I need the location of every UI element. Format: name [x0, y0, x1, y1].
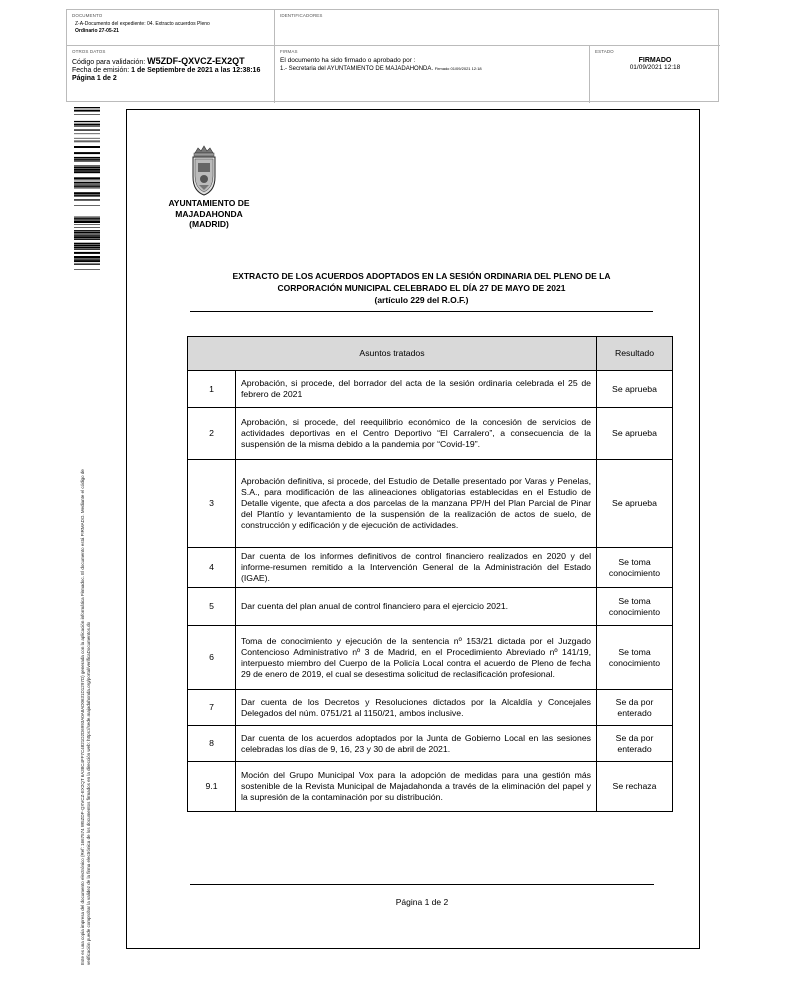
verification-side-text [80, 295, 92, 965]
row-subject: Aprobación definitiva, si procede, del Estudio de Detalle presentado por Varas y Penelas, S.A., para modificación de las alineaciones obligatorias establecidas en el Estudio de Detalle vigente, que afecta a dos parcelas de la manzana PP/H del Plan Parcial de Pinar del Plantío y levantamiento de la suspensión de la realización de actos de suelo, de construcción y edificación y de ejecución de actividades. [236, 460, 597, 548]
otros-label: OTROS DATOS [72, 49, 106, 54]
table-row [188, 762, 673, 812]
title-line1: EXTRACTO DE LOS ACUERDOS ADOPTADOS EN LA SESIÓN ORDINARIA DEL PLENO DE LA [232, 271, 611, 281]
documento-name-line1: Z-A-Documento del expediente: 04. Extracto acuerdos Pleno [75, 21, 210, 27]
row-number: 8 [188, 726, 236, 762]
table-header-row [188, 337, 673, 371]
table-row [188, 690, 673, 726]
table-row [188, 588, 673, 626]
document-title [190, 270, 653, 306]
row-number: 6 [188, 626, 236, 690]
emision-label: Fecha de emisión: [72, 67, 130, 74]
column-header-asuntos: Asuntos tratados [188, 337, 597, 371]
emision-row [72, 67, 269, 75]
firmas-label: FIRMAS [280, 49, 298, 54]
row-number: 1 [188, 371, 236, 408]
row-number: 9.1 [188, 762, 236, 812]
barcode-image [74, 107, 100, 271]
firmas-line: El documento ha sido firmado o aprobado por : [280, 57, 416, 64]
table-row [188, 408, 673, 460]
org-line3: (MADRID) [189, 219, 229, 229]
municipal-crest-icon [189, 145, 219, 197]
row-result: Se aprueba [597, 460, 673, 548]
row-number: 2 [188, 408, 236, 460]
validation-row [72, 57, 269, 67]
validation-label: Código para validación: [72, 59, 146, 66]
side-text-line1: Este es una copia impresa del documento electrónico (Ref: 1667574 W5ZDF-QXVCZ-EX2QT 6A38C4FF7C4821D2D6993A0A8AD0631D1297D) generada con la aplicación informática Firmadoc. El documento está FIRMADO. Mediante el código de [80, 469, 85, 965]
row-subject: Moción del Grupo Municipal Vox para la adopción de medidas para una gestión más sostenible de la Revista Municipal de Majadahonda a través de la eliminación del papel y la supresión de la contaminación por su distribución. [236, 762, 597, 812]
firmas-signer-row [280, 65, 584, 73]
emision-value: 1 de Septiembre de 2021 a las 12:38:16 [131, 67, 261, 74]
row-result: Se da por enterado [597, 690, 673, 726]
document-header [66, 9, 719, 102]
table-row [188, 726, 673, 762]
agreements-table [187, 336, 673, 812]
row-subject: Aprobación, si procede, del reequilibrio económico de la concesión de servicios de actividades deportivas en el Centro Deportivo “El Carralero”, a consecuencia de la suspensión de la misma debido a la pandemia por “Covid-19”. [236, 408, 597, 460]
title-line3: (artículo 229 del R.O.F.) [374, 295, 469, 305]
title-line2: CORPORACIÓN MUNICIPAL CELEBRADO EL DÍA 27 DE MAYO DE 2021 [277, 283, 566, 293]
firmas-signed-date: Firmado 01/09/2021 12:18 [434, 66, 482, 71]
documento-name [72, 21, 269, 35]
header-documento-cell [67, 10, 275, 46]
table-row [188, 371, 673, 408]
row-result: Se toma conocimiento [597, 626, 673, 690]
documento-name-line2: Ordinario 27-05-21 [75, 28, 119, 34]
row-result: Se toma conocimiento [597, 588, 673, 626]
title-divider [190, 311, 653, 312]
side-text-line2: verificación puede comprobar la validez de la firma electrónica de los documentos firmados en la dirección web: https://sede.majadahonda.org/portal/verificaDocumentos.do [86, 621, 91, 965]
documento-label: DOCUMENTO [72, 13, 103, 18]
column-header-resultado: Resultado [597, 337, 673, 371]
row-number: 5 [188, 588, 236, 626]
row-result: Se aprueba [597, 371, 673, 408]
row-number: 7 [188, 690, 236, 726]
estado-date: 01/09/2021 12:18 [629, 64, 681, 71]
header-page-count: Página 1 de 2 [72, 75, 117, 82]
table-body [188, 371, 673, 812]
estado-value: FIRMADO [638, 57, 672, 64]
row-subject: Dar cuenta de los Decretos y Resoluciones dictados por la Alcaldía y Concejales Delegados del núm. 0751/21 al 1150/21, ambos inclusive. [236, 690, 597, 726]
row-subject: Dar cuenta del plan anual de control financiero para el ejercicio 2021. [236, 588, 597, 626]
row-number: 3 [188, 460, 236, 548]
footer-divider [190, 884, 654, 885]
row-result: Se toma conocimiento [597, 548, 673, 588]
estado-label: ESTADO [595, 49, 614, 54]
row-subject: Dar cuenta de los acuerdos adoptados por la Junta de Gobierno Local en las sesiones celebradas los días de 9, 16, 23 y 30 de abril de 2021. [236, 726, 597, 762]
row-subject: Aprobación, si procede, del borrador del acta de la sesión ordinaria celebrada el 25 de febrero de 2021 [236, 371, 597, 408]
table-row [188, 548, 673, 588]
row-number: 4 [188, 548, 236, 588]
header-firmas-cell [275, 46, 590, 103]
header-otros-cell [67, 46, 275, 103]
org-line2: MAJADAHONDA [175, 208, 243, 219]
org-line1: AYUNTAMIENTO DE [168, 198, 250, 208]
validation-code[interactable]: W5ZDF-QXVCZ-EX2QT [147, 56, 245, 66]
table-row [188, 460, 673, 548]
row-subject: Dar cuenta de los informes definitivos de control financiero realizados en 2020 y del informe-resumen remitido a la Intervención General de la Administración del Estado (IGAE). [236, 548, 597, 588]
identificadores-label: IDENTIFICADORES [280, 13, 323, 18]
organization-name [150, 198, 268, 230]
table-row [188, 626, 673, 690]
header-identificadores-cell [275, 10, 720, 46]
row-result: Se rechaza [597, 762, 673, 812]
header-estado-cell [590, 46, 720, 103]
row-result: Se aprueba [597, 408, 673, 460]
row-subject: Toma de conocimiento y ejecución de la sentencia nº 153/21 dictada por el Juzgado Contencioso Administrativo nº 3 de Madrid, en el Procedimiento Abreviado nº 141/19, interpuesto miembro del Cuerpo de la Policía Local contra el acuerdo de Pleno de fecha 29 de enero de 2019, el cual se desestima solicitud de reclasificación profesional. [236, 626, 597, 690]
firmas-signer: 1.- Secretaria del AYUNTAMIENTO DE MAJADAHONDA. [280, 66, 434, 72]
row-result: Se da por enterado [597, 726, 673, 762]
footer-page-number: Página 1 de 2 [395, 897, 449, 907]
